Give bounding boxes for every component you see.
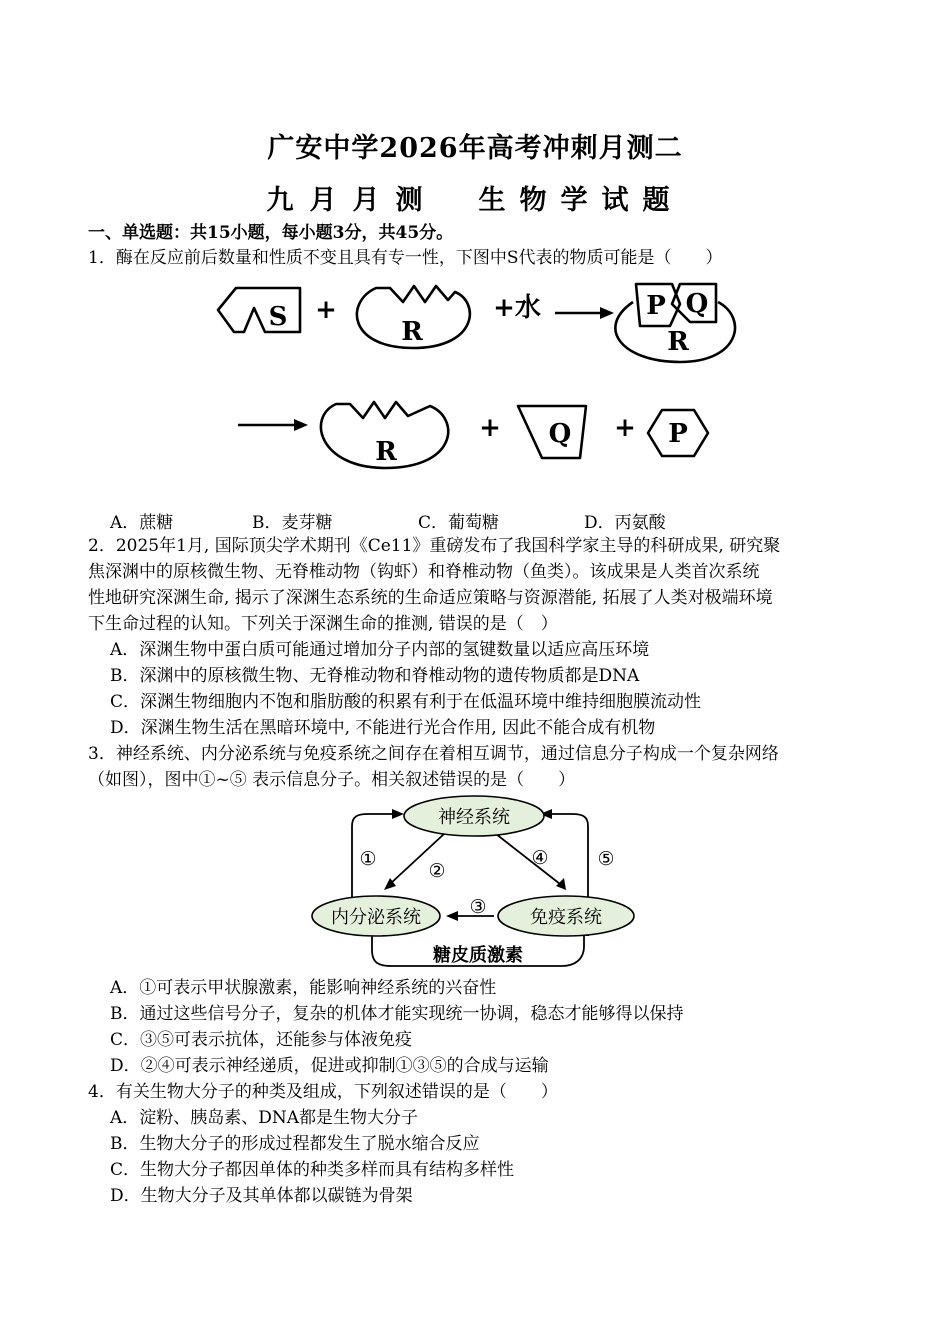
q3-line-2: （如图），图中①~⑤ 表示信息分子。相关叙述错误的是（ ） (88, 770, 576, 790)
q4-option-b: B．生物大分子的形成过程都发生了脱水缩合反应 (110, 1134, 480, 1154)
q2-option-b: B．深渊中的原核微生物、无脊椎动物和脊椎动物的遗传物质都是DNA (110, 666, 640, 686)
q4-option-a: A．淀粉、胰岛素、DNA都是生物大分子 (110, 1108, 419, 1128)
q1-enzyme-diagram (0, 278, 950, 508)
label-p-product: P (668, 419, 688, 449)
q4-option-c: C．生物大分子都因单体的种类多样而具有结构多样性 (110, 1160, 515, 1180)
q2-line-1: 2．2025年1月, 国际顶尖学术期刊《Ce11》重磅发布了我国科学家主导的科研成果, 研究聚 (88, 536, 781, 556)
q2-line-2: 焦深渊中的原核微生物、无脊椎动物（钩虾）和脊椎动物（鱼类）。该成果是人类首次系统 (88, 562, 760, 582)
label-q-product: Q (548, 419, 572, 449)
q2-option-c: C．深渊生物细胞内不饱和脂肪酸的积累有利于在低温环境中维持细胞膜流动性 (110, 692, 702, 712)
plus-water: +水 (493, 293, 541, 323)
q4-option-d: D．生物大分子及其单体都以碳链为骨架 (110, 1186, 413, 1206)
q3-option-b: B．通过这些信号分子，复杂的机体才能实现统一协调，稳态才能够得以保持 (110, 1004, 684, 1024)
q2-line-3: 性地研究深渊生命, 揭示了深渊生态系统的生命适应策略与资源潜能, 拓展了人类对极端环境 (88, 588, 773, 608)
label-p-complex: P (646, 291, 666, 321)
arrow-head-1 (600, 307, 614, 319)
immune-system-label: 免疫系统 (530, 907, 602, 928)
exam-title (0, 178, 950, 217)
q1-option-a: A．蔗糖 (110, 513, 174, 533)
nervous-system-label: 神经系统 (438, 807, 510, 828)
plus-3: + (614, 413, 636, 443)
plus-2: + (479, 413, 501, 443)
signal-4: ④ (531, 847, 549, 869)
substrate-s-shape (218, 288, 300, 332)
signal-1: ① (359, 848, 377, 870)
section-heading: 一、单选题：共15小题，每小题3分，共45分。 (88, 223, 454, 243)
plus-1: + (315, 295, 337, 325)
arrow-head-2 (294, 419, 308, 431)
label-r-2: R (375, 437, 397, 467)
q3-line-1: 3．神经系统、内分泌系统与免疫系统之间存在着相互调节，通过信息分子构成一个复杂网络 (88, 744, 779, 764)
signal-2: ② (428, 860, 446, 882)
exam-title-right: 生物学试题 (478, 185, 684, 216)
label-s: S (268, 302, 288, 332)
signal-5: ⑤ (597, 848, 615, 870)
exam-title-left: 九月月测 (266, 185, 439, 216)
q4-stem: 4．有关生物大分子的种类及组成，下列叙述错误的是（ ） (88, 1082, 558, 1102)
school-title: 广安中学2026年高考冲刺月测二 (267, 133, 683, 164)
q1-stem: 1．酶在反应前后数量和性质不变且具有专一性，下图中S代表的物质可能是（ ） (88, 248, 723, 268)
q1-option-d: D．丙氨酸 (584, 513, 666, 533)
q3-option-a: A．①可表示甲状腺激素，能影响神经系统的兴奋性 (110, 978, 497, 998)
label-r-complex: R (667, 327, 689, 357)
q3-option-c: C．③⑤可表示抗体，还能参与体液免疫 (110, 1030, 413, 1050)
q2-option-d: D．深渊生物生活在黑暗环境中, 不能进行光合作用, 因此不能合成有机物 (110, 718, 656, 738)
label-q-complex: Q (685, 289, 709, 319)
q2-option-a: A．深渊生物中蛋白质可能通过增加分子内部的氢键数量以适应高压环境 (110, 640, 650, 660)
signal-3: ③ (469, 896, 487, 918)
q3-regulation-network-diagram (0, 790, 950, 970)
q3-option-d: D．②④可表示神经递质，促进或抑制①③⑤的合成与运输 (110, 1056, 549, 1076)
endocrine-system-label: 内分泌系统 (331, 907, 421, 928)
q1-option-b: B．麦芽糖 (252, 513, 333, 533)
glucocorticoid-label: 糖皮质激素 (433, 945, 523, 966)
q1-option-c: C．葡萄糖 (418, 513, 500, 533)
label-r-1: R (401, 317, 423, 347)
q2-line-4: 下生命过程的认知。下列关于深渊生命的推测, 错误的是（ ） (88, 614, 558, 634)
